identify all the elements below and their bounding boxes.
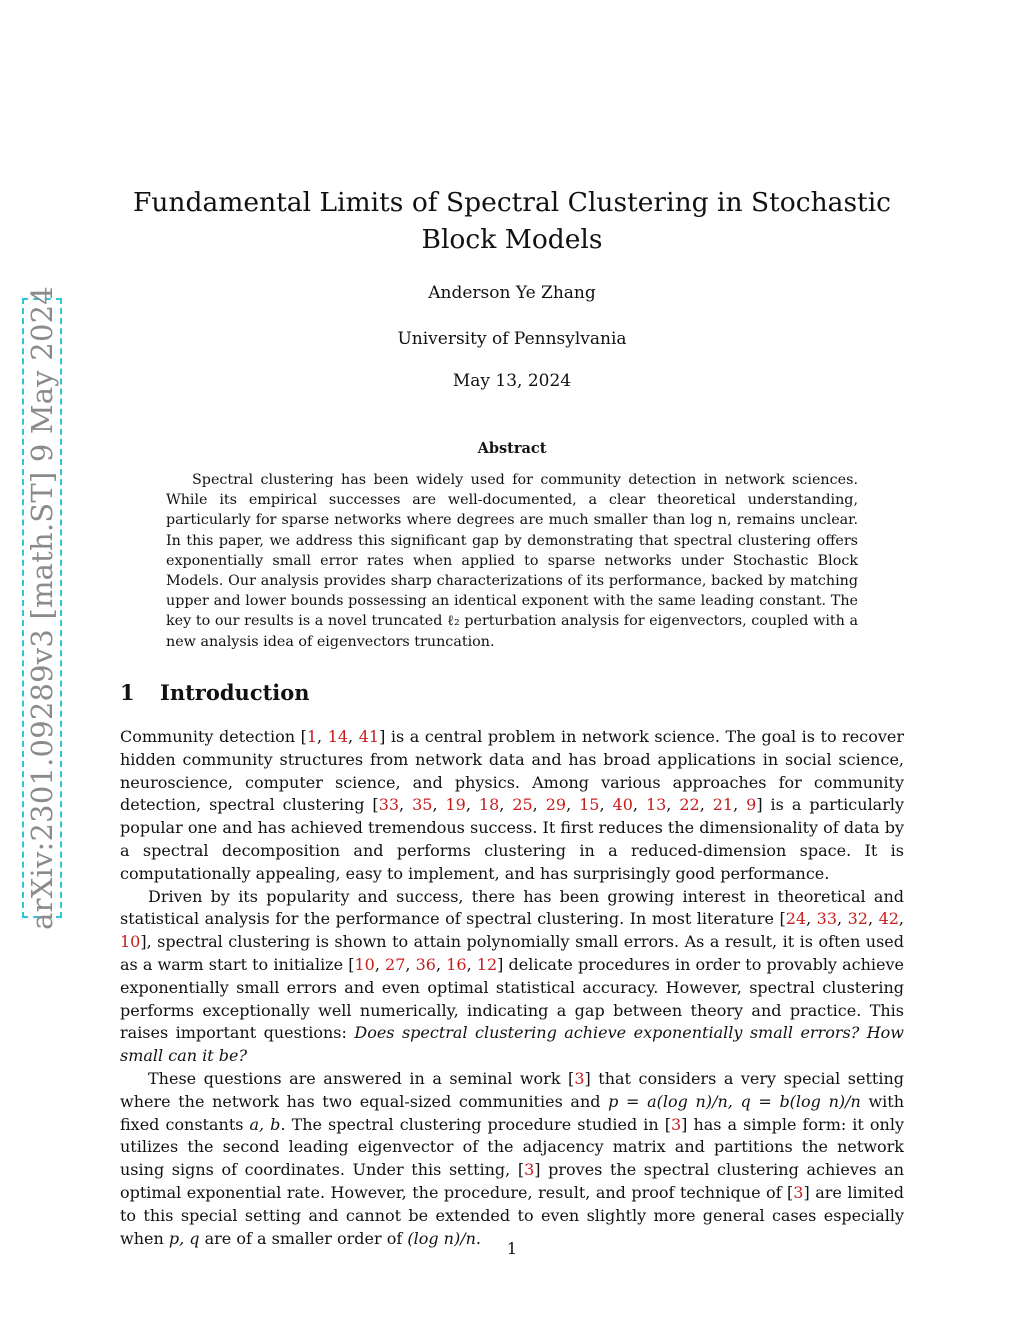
citation-link[interactable]: 19 [445,795,466,815]
paragraph-2: Driven by its popularity and success, there has been growing interest in theoretical and statistical analysis for the performance of spectral clustering. In most literature [24, 33, 32, 42, 10], spectral clustering is shown to attain polynomially small errors. As a result, it is often used as a warm start to initialize [10, 27, 36, 16, 12] delicate procedures in order to provably achieve exponentially small errors and even optimal statistical accuracy. However, spectral clustering performs exceptionally well numerically, indicating a gap between theory and practice. This raises important questions: Does spectral clustering achieve exponentially small errors? How small can it be? [120,886,905,1066]
math-expression: p, q [168,1228,200,1248]
citation-link[interactable]: 15 [579,795,600,815]
citation-link[interactable]: 42 [878,909,899,929]
citation-link[interactable]: 18 [478,795,500,815]
research-question: Does spectral clustering achieve exponentially small errors? How small can it be? [120,1023,905,1066]
citation-link[interactable]: 1 [306,727,318,746]
section-title: Introduction [160,680,310,705]
citation-link[interactable]: 3 [574,1068,585,1088]
citation-link[interactable]: 10 [120,932,141,952]
citation-link[interactable]: 21 [712,795,734,815]
citation-link[interactable]: 24 [785,909,807,929]
citation-link[interactable]: 36 [415,954,436,974]
citation-link[interactable]: 12 [476,954,498,974]
citation-link[interactable]: 32 [847,909,868,929]
paragraph-1: Community detection [1, 14, 41] is a central problem in network science. The goal is to recover hidden community structures from network data and has broad applications in social science, neuroscience, computer science, and physics. Among various approaches for community detection, spectral clustering [33, 35, 19, 18, 25, 29, 15, 40, 13, 22, 21, 9] is a particularly popular one and has achieved tremendous success. It first reduces the dimensionality of data by a spectral decomposition and performs clustering in a reduced-dimension space. It is computationally appealing, easy to implement, and has surprisingly good performance. [120,727,905,883]
citation-link[interactable]: 33 [378,795,400,815]
citation-link[interactable]: 40 [612,795,633,815]
citation-link[interactable]: 9 [746,795,757,815]
section-number: 1 [120,680,135,705]
abstract-heading: Abstract [477,440,547,457]
affiliation: University of Pennsylvania [397,329,627,349]
citation-link[interactable]: 29 [545,795,567,815]
body-text [120,726,904,1250]
citation-link[interactable]: 3 [670,1114,682,1134]
section-heading [120,680,310,705]
citation-link[interactable]: 41 [358,727,380,746]
citation-link[interactable]: 25 [512,795,533,815]
paper-title: Fundamental Limits of Spectral Clustering in Stochastic Block Models [132,187,892,255]
citation-link[interactable]: 33 [816,909,838,929]
author-name: Anderson Ye Zhang [428,283,596,303]
math-expression: a, b [249,1114,281,1134]
arxiv-watermark [22,286,62,930]
page-number: 1 [506,1239,518,1258]
citation-link[interactable]: 10 [354,954,375,974]
citation-link[interactable]: 16 [446,954,467,974]
citation-link[interactable]: 27 [385,954,406,974]
math-expression: (log n)/n [407,1228,476,1248]
publication-date: May 13, 2024 [452,371,572,391]
math-expression: p = a(log n)/n, q = b(log n)/n [608,1091,861,1111]
citation-link[interactable]: 14 [327,727,349,746]
arxiv-id-text: arXiv:2301.09289v3 [math.ST] 9 May 2024 [25,286,59,930]
paragraph-3: These questions are answered in a seminal work [3] that considers a very special setting where the network has two equal-sized communities and p = a(log n)/n, q = b(log n)/n with fixed constants a, b. The spectral clustering procedure studied in [3] has a simple form: it only utilizes the second leading eigenvector of the adjacency matrix and partitions the network using signs of coordinates. Under this setting, [3] proves the spectral clustering achieves an optimal exponential rate. However, the procedure, result, and proof technique of [3] are limited to this special setting and cannot be extended to even slightly more general cases especially when p, q are of a smaller order of (log n)/n. [120,1068,905,1248]
citation-link[interactable]: 35 [412,795,433,815]
citation-link[interactable]: 22 [679,795,700,815]
citation-link[interactable]: 3 [793,1182,804,1202]
abstract-text: Spectral clustering has been widely used for community detection in network sciences. While its empirical successes are well-documented, a clear theoretical understanding, particularly for sparse networks where degrees are much smaller than log n, remains unclear. In this paper, we address this significant gap by demonstrating that spectral clustering offers exponentially small error rates when applied to sparse networks under Stochastic Block Models. Our analysis provides sharp characterizations of its performance, backed by matching upper and lower bounds possessing an identical exponent with the same leading constant. The key to our results is a novel truncated ℓ₂ perturbation analysis for eigenvectors, coupled with a new analysis idea of eigenvectors truncation. [166,472,858,650]
citation-link[interactable]: 13 [645,795,667,815]
citation-link[interactable]: 3 [524,1160,535,1180]
